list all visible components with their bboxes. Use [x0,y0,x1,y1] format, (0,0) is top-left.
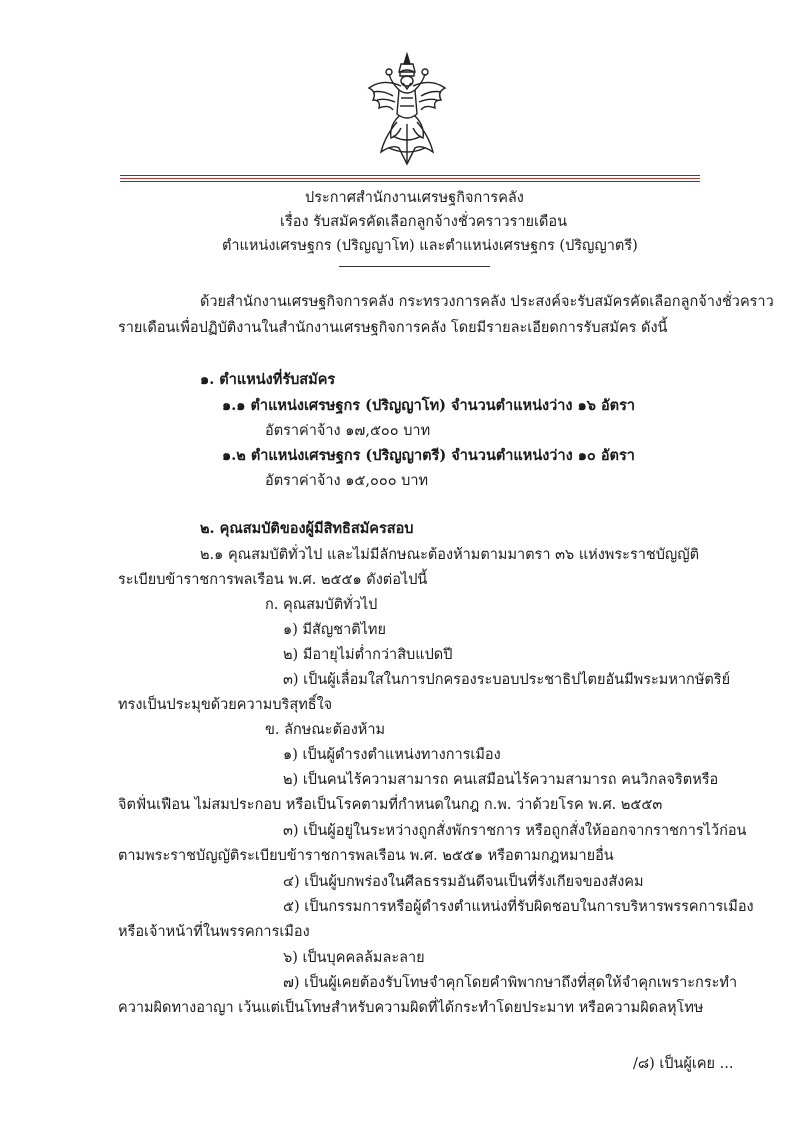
position-2-title: ๑.๒ ตำแหน่งเศรษฐกร (ปริญญาตรี) จำนวนตำแหน่งว่าง ๑๐ อัตรา [222,447,635,464]
qualification-2-1-line-2: ระเบียบข้าราชการพลเรือน พ.ศ. ๒๕๕๑ ดังต่อไปนี้ [118,572,428,588]
position-1-title: ๑.๑ ตำแหน่งเศรษฐกร (ปริญญาโท) จำนวนตำแหน่งว่าง ๑๖ อัตรา [222,397,636,414]
prohibited-item-3-cont: ตามพระราชบัญญัติระเบียบข้าราชการพลเรือน พ.ศ. ๒๕๕๑ หรือตามกฎหมายอื่น [118,848,614,864]
garuda-emblem-icon [363,52,451,170]
prohibited-item-2-cont: จิตฟั่นเฟือน ไม่สมประกอบ หรือเป็นโรคตามที่กำหนดในกฎ ก.พ. ว่าด้วยโรค พ.ศ. ๒๕๕๓ [118,797,663,813]
intro-line-1: ด้วยสำนักงานเศรษฐกิจการคลัง กระทรวงการคลัง ประสงค์จะรับสมัครคัดเลือกลูกจ้างชั่วคราว [200,294,774,310]
title-line-1: ประกาศสำนักงานเศรษฐกิจการคลัง [305,190,524,206]
prohibited-item-6: ๖) เป็นบุคคลล้มละลาย [283,950,425,966]
header-rule-bottom [120,181,700,182]
prohibited-item-7: ๗) เป็นผู้เคยต้องรับโทษจำคุกโดยคำพิพากษาถึงที่สุดให้จำคุกเพราะกระทำ [283,975,738,991]
continuation-note: /๘) เป็นผู้เคย ... [633,1056,734,1072]
prohibited-item-3: ๓) เป็นผู้อยู่ในระหว่างถูกสั่งพักราชการ หรือถูกสั่งให้ออกจากราชการไว้ก่อน [283,823,747,839]
prohibited-item-5-cont: หรือเจ้าหน้าที่ในพรรคการเมือง [118,924,310,940]
header-rule-middle [120,178,700,179]
intro-line-2: รายเดือนเพื่อปฏิบัติงานในสำนักงานเศรษฐกิจการคลัง โดยมีรายละเอียดการรับสมัคร ดังนี้ [118,320,668,336]
position-2-wage: อัตราค่าจ้าง ๑๕,๐๐๐ บาท [265,473,429,489]
general-item-3-cont: ทรงเป็นประมุขด้วยความบริสุทธิ์ใจ [118,697,333,713]
position-1-wage: อัตราค่าจ้าง ๑๗,๕๐๐ บาท [265,423,431,439]
qualification-2-1-line-1: ๒.๑ คุณสมบัติทั่วไป และไม่มีลักษณะต้องห้ามตามมาตรา ๓๖ แห่งพระราชบัญญัติ [200,547,700,563]
title-underline [339,266,490,267]
prohibited-item-4: ๔) เป็นผู้บกพร่องในศีลธรรมอันดีจนเป็นที่รังเกียจของสังคม [283,874,644,890]
section-2-heading: ๒. คุณสมบัติของผู้มีสิทธิสมัครสอบ [200,520,414,537]
general-heading: ก. คุณสมบัติทั่วไป [265,597,378,613]
prohibited-item-1: ๑) เป็นผู้ดำรงตำแหน่งทางการเมือง [283,747,501,763]
prohibited-item-2: ๒) เป็นคนไร้ความสามารถ คนเสมือนไร้ความสามารถ คนวิกลจริตหรือ [283,772,719,788]
prohibited-item-7-cont: ความผิดทางอาญา เว้นแต่เป็นโทษสำหรับความผิดที่ได้กระทำโดยประมาท หรือความผิดลหุโทษ [118,1000,704,1016]
section-1-heading: ๑. ตำแหน่งที่รับสมัคร [200,371,336,388]
prohibited-heading: ข. ลักษณะต้องห้าม [265,722,386,738]
prohibited-item-5: ๕) เป็นกรรมการหรือผู้ดำรงตำแหน่งที่รับผิดชอบในการบริหารพรรคการเมือง [283,899,754,915]
header-rule-top [120,175,700,176]
general-item-2: ๒) มีอายุไม่ต่ำกว่าสิบแปดปี [283,647,453,663]
general-item-3: ๓) เป็นผู้เลื่อมใสในการปกครองระบอบประชาธิปไตยอันมีพระมหากษัตริย์ [283,672,731,688]
general-item-1: ๑) มีสัญชาติไทย [283,622,386,638]
title-line-2: เรื่อง รับสมัครคัดเลือกลูกจ้างชั่วคราวรายเดือน [280,214,568,230]
title-line-3: ตำแหน่งเศรษฐกร (ปริญญาโท) และตำแหน่งเศรษฐกร (ปริญญาตรี) [222,238,638,254]
